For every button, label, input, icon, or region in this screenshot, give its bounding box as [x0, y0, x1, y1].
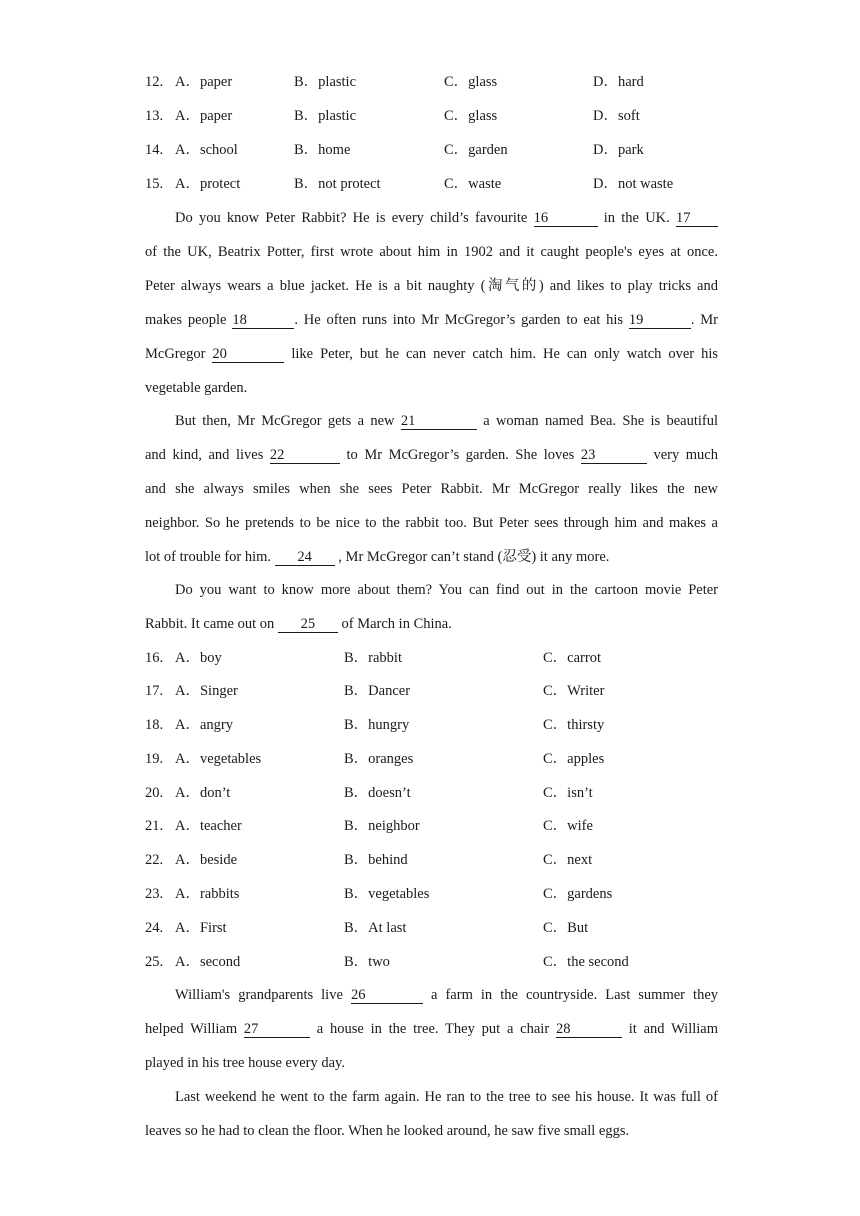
option-c: C．glass — [444, 74, 498, 90]
option-c: C．gardens — [543, 886, 613, 902]
passage-line — [145, 1019, 718, 1039]
blank-22: 22 — [270, 447, 340, 464]
option-b: B．rabbit — [344, 650, 402, 666]
question-number: 19. — [145, 751, 164, 767]
option-b: B．oranges — [344, 751, 414, 767]
passage-text: McGregor — [145, 346, 206, 362]
option-d: D．park — [593, 142, 644, 158]
option-d: D．hard — [593, 74, 644, 90]
blank-26: 26 — [351, 987, 423, 1004]
option-c: C．apples — [543, 751, 605, 767]
blank-23: 23 — [581, 447, 647, 464]
question-number: 23. — [145, 886, 164, 902]
question-number: 20. — [145, 785, 164, 801]
option-c: C．But — [543, 920, 589, 936]
question-number: 14. — [145, 142, 164, 158]
option-b: B．behind — [344, 852, 408, 868]
option-a: A．vegetables — [175, 751, 262, 767]
question-number: 13. — [145, 108, 164, 124]
blank-17: 17 — [676, 210, 718, 227]
passage-line: vegetable garden. — [145, 380, 248, 396]
blank-25: 25 — [278, 616, 338, 633]
passage-line: Peter always wears a blue jacket. He is a bit naughty (淘气的) and likes to play tricks and — [145, 278, 718, 294]
blank-16: 16 — [534, 210, 598, 227]
option-b: B．hungry — [344, 717, 410, 733]
option-b: B．At last — [344, 920, 407, 936]
passage-text: in the UK. — [603, 210, 670, 226]
option-c: C．wife — [543, 818, 593, 834]
blank-21: 21 — [401, 413, 477, 430]
passage-text: a farm in the countryside. Last summer they — [431, 987, 719, 1003]
passage-text: a woman named Bea. She is beautiful — [483, 413, 719, 429]
passage-line — [145, 310, 718, 330]
blank-19: 19 — [629, 312, 691, 329]
option-b: B．neighbor — [344, 818, 420, 834]
passage-text: and kind, and lives — [145, 447, 264, 463]
passage-line — [145, 547, 718, 567]
passage-line — [145, 445, 718, 465]
passage-line: Last weekend he went to the farm again. He ran to the tree to see his house. It was full of — [175, 1089, 718, 1105]
option-a: A．beside — [175, 852, 238, 868]
option-c: C．isn’t — [543, 785, 593, 801]
passage-text: a house in the tree. They put a chair — [316, 1021, 550, 1037]
passage-text: of March in China. — [341, 616, 452, 632]
passage-text: . He often runs into Mr McGregor’s garden to eat his — [294, 312, 624, 328]
option-c: C．carrot — [543, 650, 601, 666]
question-number: 15. — [145, 176, 164, 192]
passage-line: neighbor. So he pretends to be nice to the rabbit too. But Peter sees through him and makes a — [145, 515, 718, 531]
passage-text: it and William — [628, 1021, 719, 1037]
question-number: 17. — [145, 683, 164, 699]
option-a: A．school — [175, 142, 238, 158]
question-number: 24. — [145, 920, 164, 936]
blank-18: 18 — [232, 312, 294, 329]
passage-line — [145, 411, 718, 431]
passage-line: leaves so he had to clean the floor. When he looked around, he saw five small eggs. — [145, 1123, 630, 1139]
option-a: A．boy — [175, 650, 222, 666]
option-c: C．thirsty — [543, 717, 605, 733]
option-c: C．waste — [444, 176, 502, 192]
passage-text: lot of trouble for him. — [145, 549, 272, 565]
passage-line — [145, 344, 718, 364]
option-c: C．the second — [543, 954, 629, 970]
option-d: D．not waste — [593, 176, 674, 192]
passage-text: Do you know Peter Rabbit? He is every child’s favourite — [175, 210, 528, 226]
option-b: B．plastic — [294, 108, 357, 124]
option-c: C．next — [543, 852, 593, 868]
passage-text: makes people — [145, 312, 227, 328]
passage-text: helped William — [145, 1021, 238, 1037]
blank-27: 27 — [244, 1021, 310, 1038]
passage-line: and she always smiles when she sees Peter Rabbit. Mr McGregor really likes the new — [145, 481, 718, 497]
passage-line: Do you want to know more about them? You can find out in the cartoon movie Peter — [175, 582, 718, 598]
option-a: A．First — [175, 920, 227, 936]
option-c: C．Writer — [543, 683, 605, 699]
option-c: C．garden — [444, 142, 508, 158]
passage-text: , Mr McGregor can’t stand (忍受) it any more. — [338, 549, 610, 565]
option-a: A．Singer — [175, 683, 238, 699]
passage-text: Rabbit. It came out on — [145, 616, 275, 632]
question-number: 16. — [145, 650, 164, 666]
option-d: D．soft — [593, 108, 640, 124]
option-b: B．doesn’t — [344, 785, 411, 801]
passage-line: played in his tree house every day. — [145, 1055, 345, 1071]
option-b: B．plastic — [294, 74, 357, 90]
passage-line — [145, 208, 718, 228]
option-a: A．paper — [175, 74, 233, 90]
passage-line — [145, 985, 718, 1005]
question-number: 12. — [145, 74, 164, 90]
blank-28: 28 — [556, 1021, 622, 1038]
option-a: A．don’t — [175, 785, 231, 801]
passage-line: of the UK, Beatrix Potter, first wrote about him in 1902 and it caught people's eyes at once. — [145, 244, 718, 260]
option-a: A．protect — [175, 176, 241, 192]
option-b: B．two — [344, 954, 390, 970]
question-number: 22. — [145, 852, 164, 868]
passage-line — [145, 614, 718, 634]
passage-text: like Peter, but he can never catch him. He can only watch over his — [291, 346, 719, 362]
option-a: A．paper — [175, 108, 233, 124]
option-a: A．rabbits — [175, 886, 240, 902]
passage-text: very much — [653, 447, 718, 463]
option-b: B．not protect — [294, 176, 381, 192]
option-a: A．second — [175, 954, 241, 970]
passage-text: . Mr — [690, 312, 719, 328]
option-a: A．angry — [175, 717, 233, 733]
blank-20: 20 — [212, 346, 284, 363]
passage-text: But then, Mr McGregor gets a new — [175, 413, 395, 429]
blank-24: 24 — [275, 549, 335, 566]
passage-text: to Mr McGregor’s garden. She loves — [346, 447, 575, 463]
question-number: 18. — [145, 717, 164, 733]
option-c: C．glass — [444, 108, 498, 124]
question-number: 25. — [145, 954, 164, 970]
question-number: 21. — [145, 818, 164, 834]
option-a: A．teacher — [175, 818, 242, 834]
passage-text: William's grandparents live — [175, 987, 343, 1003]
option-b: B．Dancer — [344, 683, 411, 699]
option-b: B．vegetables — [344, 886, 430, 902]
option-b: B．home — [294, 142, 351, 158]
